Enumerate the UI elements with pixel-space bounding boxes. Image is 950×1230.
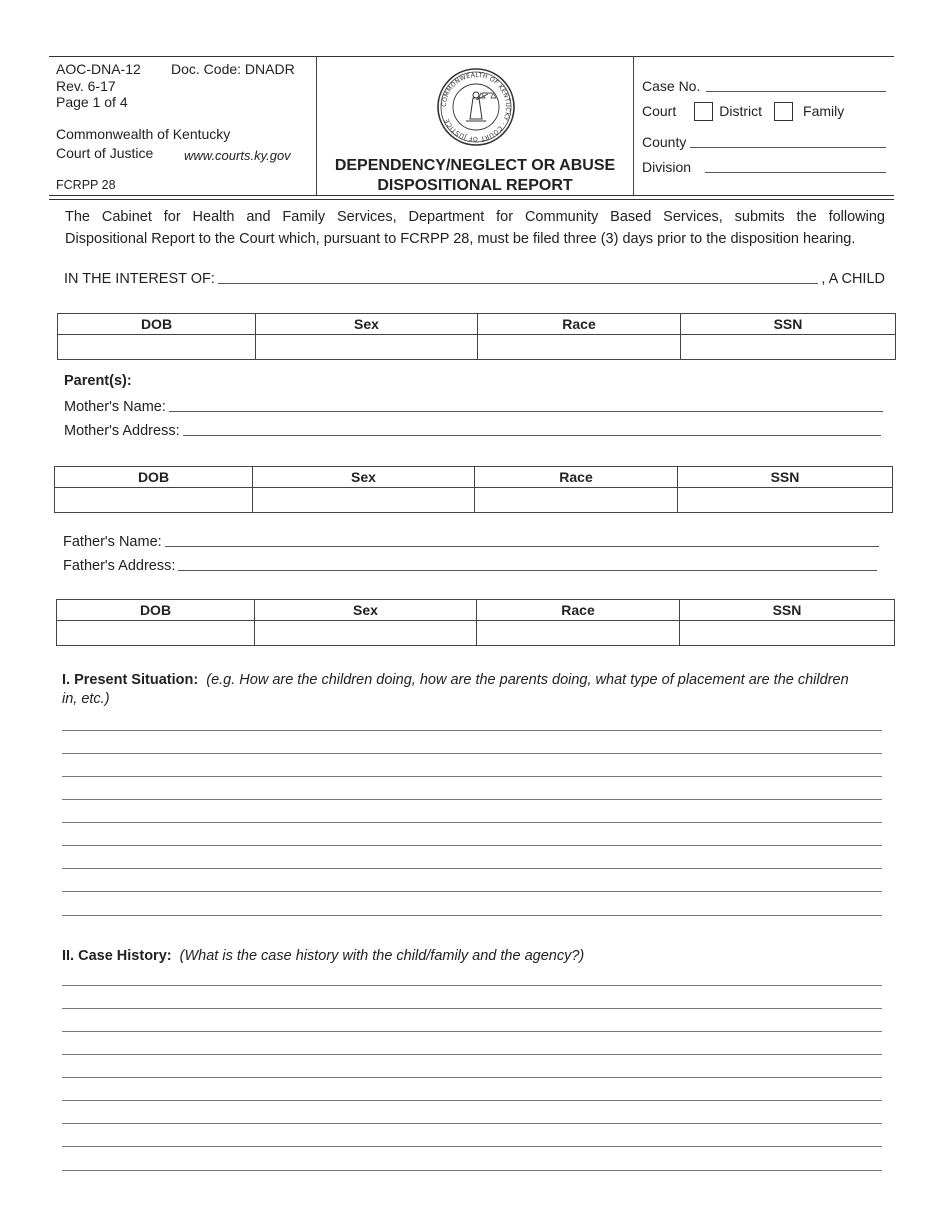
commonwealth-label: Commonwealth of Kentucky <box>56 126 231 142</box>
ssn-header: SSN <box>681 314 896 335</box>
race-header: Race <box>478 314 681 335</box>
mother-name-input[interactable] <box>169 398 883 412</box>
answer-line[interactable] <box>62 1077 882 1078</box>
table-header-row <box>57 600 895 621</box>
race-header: Race <box>477 600 680 621</box>
answer-line[interactable] <box>62 799 882 800</box>
answer-line[interactable] <box>62 1054 882 1055</box>
answer-line[interactable] <box>62 1031 882 1032</box>
table-header-row <box>58 314 896 335</box>
table-row <box>58 335 896 360</box>
child-name-input[interactable] <box>218 270 818 284</box>
mother-name-row <box>64 398 886 415</box>
father-dob-cell[interactable] <box>57 621 255 646</box>
case-no-input[interactable] <box>706 79 886 92</box>
form-title-line2: DISPOSITIONAL REPORT <box>377 177 573 194</box>
seal-icon <box>436 67 516 147</box>
family-checkbox[interactable] <box>774 102 793 121</box>
father-address-label: Father's Address: <box>63 558 176 574</box>
intro-line1: The Cabinet for Health and Family Services, Department for Community Based Services, submits the following <box>65 209 885 225</box>
county-input[interactable] <box>690 135 886 148</box>
family-label: Family <box>803 103 845 119</box>
father-name-row <box>63 533 882 550</box>
present-situation-heading <box>62 671 862 709</box>
district-label: District <box>719 103 763 119</box>
a-child-label: , A CHILD <box>821 271 885 287</box>
case-history-hint: (What is the case history with the child/family and the agency?) <box>179 948 585 964</box>
svg-text:COMMONWEALTH OF KENTUCKY · COU: COMMONWEALTH OF KENTUCKY · COURT OF JUSTICE <box>440 71 512 143</box>
child-sex-cell[interactable] <box>256 335 478 360</box>
father-name-label: Father's Name: <box>63 534 162 550</box>
answer-line[interactable] <box>62 868 882 869</box>
district-checkbox[interactable] <box>694 102 713 121</box>
interest-of-label: IN THE INTEREST OF: <box>64 271 215 287</box>
race-header: Race <box>475 467 678 488</box>
father-address-input[interactable] <box>178 557 877 571</box>
county-label: County <box>642 134 687 150</box>
table-row <box>55 488 893 513</box>
present-situation-hint: (e.g. How are the children doing, how are the parents doing, what type of placement are the children in, etc.) <box>62 672 849 707</box>
answer-line[interactable] <box>62 915 882 916</box>
child-ssn-cell[interactable] <box>681 335 896 360</box>
header-divider-right <box>633 56 634 195</box>
ssn-header: SSN <box>680 600 895 621</box>
court-seal <box>436 67 516 147</box>
mother-address-row <box>64 422 884 439</box>
father-ssn-cell[interactable] <box>680 621 895 646</box>
answer-line[interactable] <box>62 845 882 846</box>
mother-race-cell[interactable] <box>475 488 678 513</box>
court-of-justice-label: Court of Justice <box>56 145 154 161</box>
mother-dob-cell[interactable] <box>55 488 253 513</box>
form-id: AOC-DNA-12 <box>56 61 141 77</box>
doc-code: Doc. Code: DNADR <box>171 61 295 77</box>
court-row <box>642 102 844 121</box>
ssn-header: SSN <box>678 467 893 488</box>
mother-ssn-cell[interactable] <box>678 488 893 513</box>
form-title-line1: DEPENDENCY/NEGLECT OR ABUSE <box>334 157 616 174</box>
sex-header: Sex <box>256 314 478 335</box>
case-history-title: II. Case History: <box>62 948 172 964</box>
father-race-cell[interactable] <box>477 621 680 646</box>
answer-line[interactable] <box>62 1008 882 1009</box>
table-header-row <box>55 467 893 488</box>
child-info-table <box>57 313 896 360</box>
father-info-table <box>56 599 895 646</box>
court-label: Court <box>642 103 677 119</box>
sex-header: Sex <box>255 600 477 621</box>
header-divider-left <box>316 56 317 195</box>
answer-line[interactable] <box>62 822 882 823</box>
form-title <box>318 156 632 196</box>
answer-line[interactable] <box>62 776 882 777</box>
child-race-cell[interactable] <box>478 335 681 360</box>
present-situation-title: I. Present Situation: <box>62 672 199 688</box>
dob-header: DOB <box>58 314 256 335</box>
answer-line[interactable] <box>62 730 882 731</box>
mother-info-table <box>54 466 893 513</box>
dob-header: DOB <box>57 600 255 621</box>
answer-line[interactable] <box>62 1146 882 1147</box>
father-name-input[interactable] <box>165 533 879 547</box>
county-row <box>642 134 886 151</box>
answer-line[interactable] <box>62 1100 882 1101</box>
header-bottom-border-inner <box>49 199 894 200</box>
page-number: Page 1 of 4 <box>56 94 128 110</box>
interest-of-row <box>64 270 885 287</box>
answer-line[interactable] <box>62 1123 882 1124</box>
dob-header: DOB <box>55 467 253 488</box>
child-dob-cell[interactable] <box>58 335 256 360</box>
mother-address-label: Mother's Address: <box>64 423 180 439</box>
case-no-label: Case No. <box>642 78 701 94</box>
division-label: Division <box>642 159 692 175</box>
father-sex-cell[interactable] <box>255 621 477 646</box>
father-address-row <box>63 557 880 574</box>
revision: Rev. 6-17 <box>56 78 116 94</box>
table-row <box>57 621 895 646</box>
mother-sex-cell[interactable] <box>253 488 475 513</box>
website: www.courts.ky.gov <box>184 148 291 163</box>
case-history-heading <box>62 947 862 966</box>
answer-line[interactable] <box>62 985 882 986</box>
case-no-row <box>642 78 886 95</box>
mother-address-input[interactable] <box>183 422 881 436</box>
division-input[interactable] <box>705 160 886 173</box>
answer-line[interactable] <box>62 1170 882 1171</box>
sex-header: Sex <box>253 467 475 488</box>
intro-line2: Dispositional Report to the Court which, pursuant to FCRPP 28, must be filed three (3) days prior to the disposition hearing. <box>65 231 856 247</box>
header-top-border <box>49 56 894 57</box>
parents-heading: Parent(s): <box>64 373 132 389</box>
rule-reference: FCRPP 28 <box>56 178 116 192</box>
division-row <box>642 159 886 176</box>
mother-name-label: Mother's Name: <box>64 399 166 415</box>
answer-line[interactable] <box>62 891 882 892</box>
answer-line[interactable] <box>62 753 882 754</box>
